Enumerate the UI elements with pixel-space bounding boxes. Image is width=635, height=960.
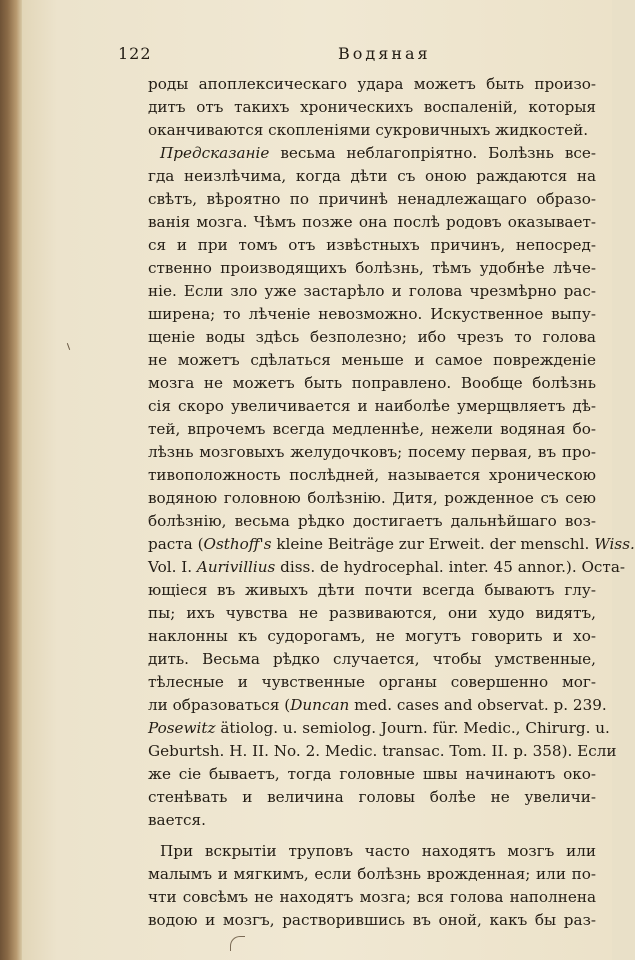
text-line: лѣзнь мозговыхъ желудочковъ; посему первая, въ про-	[148, 443, 596, 461]
text-line: ющіеся въ живыхъ дѣти почти всегда бываютъ глу-	[148, 581, 596, 599]
text-fragment: раста (	[148, 535, 204, 553]
text-line: наклонны къ судорогамъ, не могутъ говорить и хо-	[148, 627, 596, 645]
text-line: ся и при томъ отъ извѣстныхъ причинъ, непосред-	[148, 236, 596, 254]
citation-abbrev: Wiss.	[594, 535, 635, 553]
text-line	[148, 694, 607, 717]
text-line: оканчиваются скопленіями сукровичныхъ жидкостей.	[148, 121, 589, 139]
citation-author: Aurivillius	[196, 558, 276, 576]
text-fragment: ли образоваться (	[148, 696, 291, 714]
text-line	[148, 556, 626, 579]
book-spine-edge	[0, 0, 22, 960]
page-number: 122	[118, 44, 152, 63]
text-line: же сіе бываетъ, тогда головные швы начинаютъ око-	[148, 765, 596, 783]
text-line: дить. Весьма рѣдко случается, чтобы умственные,	[148, 650, 596, 668]
text-line: ніе. Если зло уже застарѣло и голова чрезмѣрно рас-	[148, 282, 596, 300]
text-line	[148, 142, 596, 165]
margin-mark	[67, 343, 70, 350]
citation-author: Posewitz	[148, 719, 216, 737]
text-line: не можетъ сдѣлаться меньше и самое поврежденіе	[148, 351, 596, 369]
text-line: При вскрытіи труповъ часто находятъ мозгъ или	[160, 842, 596, 860]
text-line: водою и мозгъ, растворившись въ оной, какъ бы раз-	[148, 911, 596, 929]
text-line: тѣлесные и чувственные органы совершенно мог-	[148, 673, 596, 691]
text-line: пы; ихъ чувства не развиваются, они худо видятъ,	[148, 604, 596, 622]
text-line: тивоположность послѣдней, называется хроническою	[148, 466, 596, 484]
text-line: дитъ отъ такихъ хроническихъ воспаленій, которыя	[148, 98, 596, 116]
text-line: ширена; то лѣченіе невозможно. Искуственное выпу-	[148, 305, 596, 323]
paragraph-gap	[148, 832, 596, 840]
text-line: чти совсѣмъ не находятъ мозга; вся голова наполнена	[148, 888, 596, 906]
text-line: щеніе воды здѣсь безполезно; ибо чрезъ то голова	[148, 328, 596, 346]
text-line: мозга не можетъ быть поправлено. Вообще болѣзнь	[148, 374, 596, 392]
text-line	[148, 533, 635, 556]
text-line: тей, впрочемъ всегда медленнѣе, нежели водяная бо-	[148, 420, 596, 438]
text-line: болѣзнію, весьма рѣдко достигаетъ дальнѣйшаго воз-	[148, 512, 596, 530]
section-term-prognosis: Предсказаніе	[160, 144, 270, 162]
text-fragment: весьма неблагопріятно. Болѣзнь все-	[280, 144, 596, 162]
page-body	[148, 73, 635, 932]
text-line	[148, 717, 610, 740]
citation-author: Osthoff's	[203, 535, 272, 553]
text-line: гда неизлѣчима, когда дѣти съ оною раждаются на	[148, 167, 596, 185]
text-line: свѣтъ, вѣроятно по причинѣ ненадлежащаго образо-	[148, 190, 596, 208]
text-fragment: med. cases and observat. p. 239.	[349, 696, 607, 714]
text-line: водяною головною болѣзнію. Дитя, рожденное съ сею	[148, 489, 596, 507]
text-line: стенѣвать и величина головы болѣе не увеличи-	[148, 788, 596, 806]
text-line: роды апоплексическаго удара можетъ быть произо-	[148, 75, 596, 93]
text-fragment: diss. de hydrocephal. inter. 45 annor.). Оста-	[275, 558, 626, 576]
text-line: Geburtsh. H. II. No. 2. Medic. transac. Tom. II. p. 358). Если	[148, 742, 617, 760]
text-line: вается.	[148, 811, 206, 829]
text-fragment: Vol. I.	[148, 558, 197, 576]
text-line: малымъ и мягкимъ, если болѣзнь врожденная; или по-	[148, 865, 596, 883]
text-line: ванія мозга. Чѣмъ позже она послѣ родовъ оказывает-	[148, 213, 596, 231]
text-line: сія скоро увеличивается и наиболѣе умерщвляетъ дѣ-	[148, 397, 596, 415]
citation-author: Duncan	[290, 696, 350, 714]
text-fragment: ätiolog. u. semiolog. Journ. für. Medic., Chirurg. u.	[215, 719, 610, 737]
text-fragment: kleine Beiträge zur Erweit. der menschl.	[271, 535, 595, 553]
page-header	[118, 44, 598, 68]
page-bottom-mark	[230, 936, 245, 951]
running-title: Водяная	[338, 44, 431, 63]
text-line: ственно производящихъ болѣзнь, тѣмъ удобнѣе лѣче-	[148, 259, 596, 277]
